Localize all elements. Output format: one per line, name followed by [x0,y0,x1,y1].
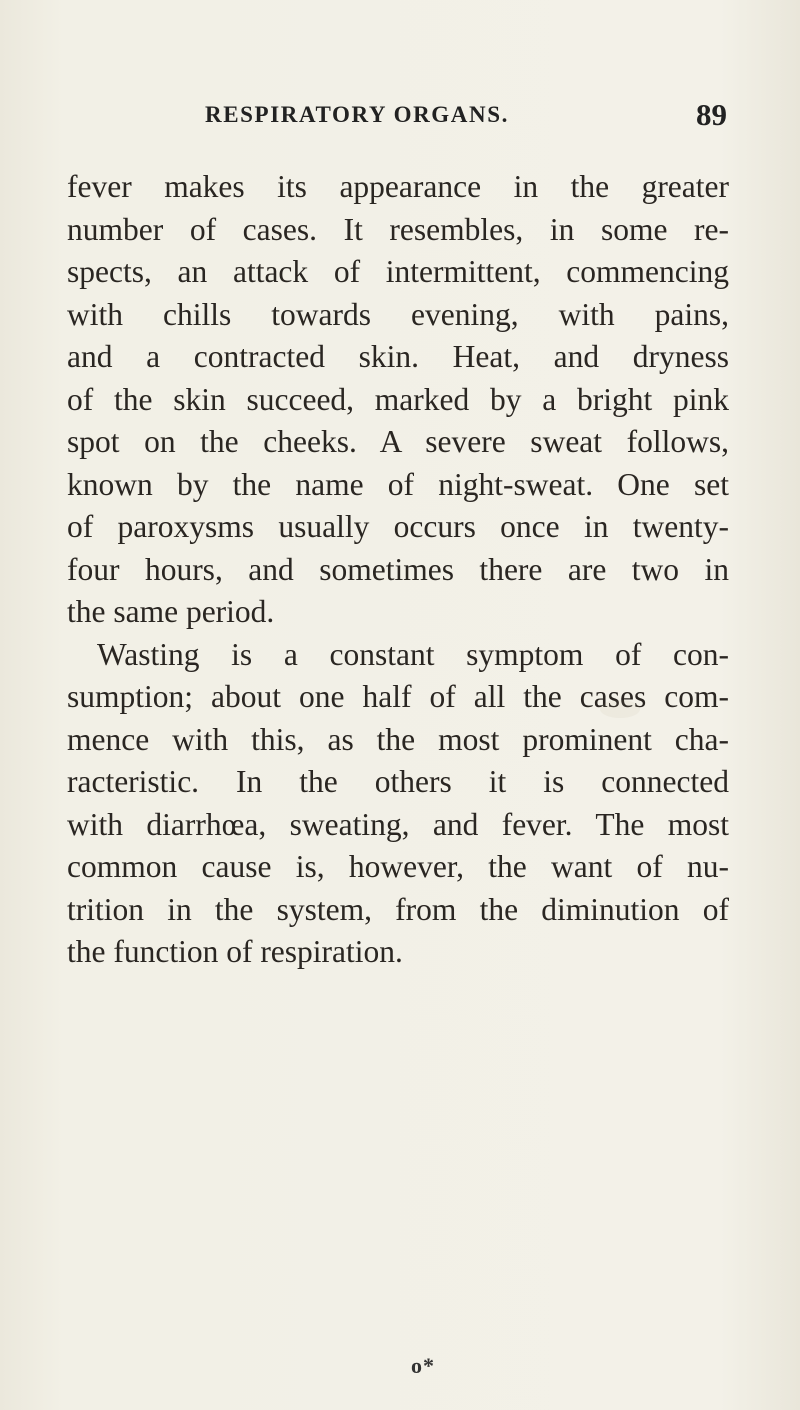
text-line: of paroxysms usually occurs once in twenty- [67,509,729,544]
text-line: fever makes its appearance in the greater [67,169,729,204]
text-line: and a contracted skin. Heat, and dryness [67,339,729,374]
running-title: RESPIRATORY ORGANS. [205,102,509,127]
text-line: of the skin succeed, marked by a bright pink [67,381,729,417]
text-line: the same period. [67,594,275,629]
text-line: racteristic. In the others it is connected [67,764,729,799]
paragraph-1 [67,166,729,634]
text-line: with diarrhœa, sweating, and fever. The most [67,806,729,842]
text-line: mence with this, as the most prominent cha- [67,721,729,757]
body-text [67,166,729,974]
paper-smudge [600,700,640,718]
text-line: known by the name of night-sweat. One set [67,466,729,502]
text-line: with chills towards evening, with pains, [67,296,729,332]
signature-mark: o* [411,1353,435,1378]
text-line: trition in the system, from the diminution of [67,891,729,927]
text-line: Wasting is a constant symptom of con- [97,636,729,672]
text-line: four hours, and sometimes there are two in [67,551,729,587]
text-line: sumption; about one half of all the cases com- [67,679,729,714]
paragraph-2 [67,634,729,974]
text-line: number of cases. It resembles, in some re- [67,211,729,247]
text-line: spects, an attack of intermittent, commencing [67,254,729,289]
text-line: the function of respiration. [67,934,403,969]
text-line: common cause is, however, the want of nu- [67,849,729,884]
page-number: 89 [696,97,727,132]
text-line: spot on the cheeks. A severe sweat follows, [67,424,729,459]
running-head [205,97,727,142]
